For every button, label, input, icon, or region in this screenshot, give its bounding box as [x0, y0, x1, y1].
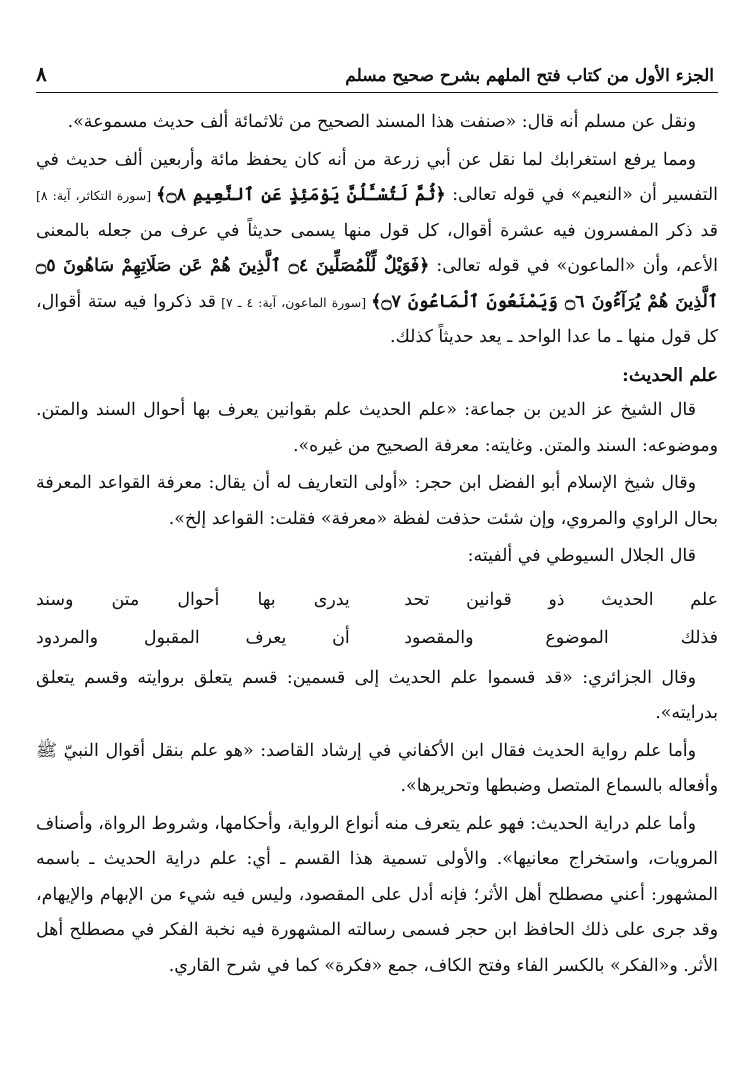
page-number: ٨: [36, 62, 47, 86]
quran-verse-maun: ﴿فَوَيْلٌ لِّلْمُصَلِّينَ ۝٤ ٱلَّذِينَ هُمْ عَن صَلَاتِهِمْ سَاهُونَ ۝٥ ٱلَّذِينَ هُمْ يُرَآءُونَ ۝٦ وَيَمْنَعُونَ ٱلْمَاعُونَ ۝٧﴾: [36, 256, 719, 312]
paragraph-ibn-jamaa: قال الشيخ عز الدين بن جماعة: «علم الحديث علم بقوانين يعرف بها أحوال السند والمتن. وموضوعه: السند والمتن. وغايته: معرفة الصحيح من غيره».: [36, 400, 718, 456]
paragraph-abu-zura: [36, 143, 718, 356]
book-page: [36, 52, 718, 984]
paragraph-text: قد ذكر المفسرون فيه عشرة أقوال، كل قول منها يسمى حديثاً في عرف من جعله بالمعنى الأعم، وأن «الماعون» في قوله تعالى:: [36, 220, 718, 276]
poem-hemistich: علم الحديث ذو قوانين تحد: [404, 589, 718, 610]
paragraph-riwaya: وأما علم رواية الحديث فقال ابن الأكفاني في إرشاد القاصد: «هو علم بنقل أقوال النبيّ ﷺ وأفعاله بالسماع المتصل وضبطها وتحريرها».: [36, 740, 718, 796]
running-title: الجزء الأول من كتاب فتح الملهم بشرح صحيح مسلم: [345, 66, 714, 86]
poem-hemistich: فذلك الموضوع والمقصود: [404, 627, 718, 648]
poem-block: [36, 581, 718, 657]
running-header: [36, 52, 718, 93]
quran-verse-takathur: ﴿ثُمَّ لَتُسْـَٔلُنَّ يَوْمَئِذٍ عَنِ ٱلنَّعِيمِ ۝٨﴾: [156, 185, 446, 205]
poem-hemistich: يدرى بها أحوال متن وسند: [36, 589, 350, 610]
page-body: [36, 105, 718, 984]
paragraph-text: ومما يرفع استغرابك لما نقل عن أبي زرعة من أنه كان يحفظ مائة وأربعين ألف حديث في التفسير أن «النعيم» في قوله تعالى:: [36, 149, 719, 205]
poem-line: [36, 581, 718, 619]
section-heading: علم الحديث:: [622, 364, 718, 386]
paragraph-diraya: وأما علم دراية الحديث: فهو علم يتعرف منه أنواع الرواية، وأحكامها، وشروط الرواة، وأصناف المرويات، واستخراج معانيها». والأولى تسمية هذا القسم ـ أي: علم دراية الحديث ـ باسمه المشهور: أعني مصطلح أهل الأثر؛ فإنه أدل على المقصود، وليس فيه شيء من الإبهام والإيهام، وقد جرى على ذلك الحافظ ابن حجر فسمى رسالته المشهورة فيه نخبة الفكر في مصطلح أهل الأثر. و«الفكر» بالكسر الفاء وفتح الكاف، جمع «فكرة» كما في شرح القاري.: [36, 813, 718, 976]
paragraph-ibn-hajar: وقال شيخ الإسلام أبو الفضل ابن حجر: «أولى التعاريف له أن يقال: معرفة القواعد المعرفة بحال الراوي والمروي، وإن شئت حذفت لفظة «معرفة» فقلت: القواعد إلخ».: [36, 473, 718, 529]
poem-hemistich: أن يعرف المقبول والمردود: [36, 627, 350, 648]
verse-reference: [سورة التكاثر، آية: ٨]: [36, 188, 157, 203]
poem-line: [36, 619, 718, 657]
verse-reference: [سورة الماعون، آية: ٤ ـ ٧]: [216, 294, 372, 310]
paragraph-jazairi: وقال الجزائري: «قد قسموا علم الحديث إلى قسمين: قسم يتعلق بروايته وقسم يتعلق بدرايته».: [36, 667, 718, 723]
paragraph-suyuti-intro: قال الجلال السيوطي في ألفيته:: [467, 546, 696, 566]
paragraph-muslim-quote: ونقل عن مسلم أنه قال: «صنفت هذا المسند الصحيح من ثلاثمائة ألف حديث مسموعة».: [67, 112, 696, 132]
paragraph-text: قد ذكروا فيه ستة أقوال، كل قول منها ـ ما عدا الواحد ـ يعد حديثاً كذلك.: [36, 291, 718, 347]
